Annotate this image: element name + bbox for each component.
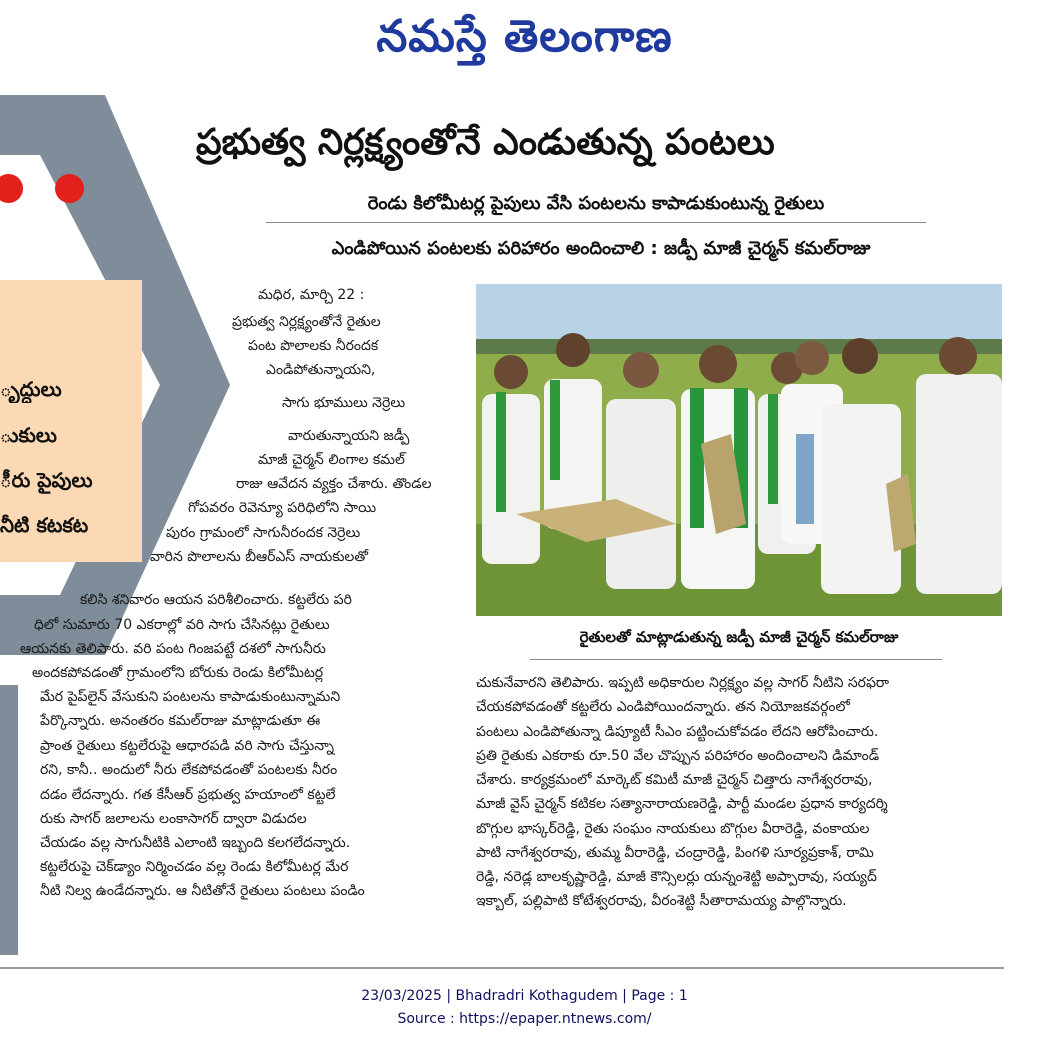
body-text-line: వారిన పొలాలను బీఆర్ఎస్ నాయకులతో	[150, 549, 369, 565]
subhead-divider	[266, 222, 926, 223]
body-text-line: పురం గ్రామంలో సాగునీరందక నెర్రెలు	[166, 525, 361, 541]
body-text-line: వారుతున్నాయని జడ్పీ	[288, 428, 410, 444]
body-text-line: ప్రతి రైతుకు ఎకరాకు రూ.50 వేల చొప్పున పరిహారం అందించాలని డిమాండ్	[476, 748, 880, 764]
body-text-line: మేర పైప్‌లైన్ వేసుకుని పంటలను కాపాడుకుంటున్నామని	[40, 689, 341, 705]
body-text-line: దడం లేదన్నారు. గత కేసీఆర్ ప్రభుత్వ హయాంలో కట్టలే	[40, 787, 336, 803]
body-text-line: ప్రాంత రైతులు కట్టలేరుపై ఆధారపడి వరి సాగు చేస్తున్నా	[40, 738, 334, 754]
body-text-line: రుకు సాగర్ జలాలను లంకాసాగర్ ద్వారా విడుదల	[40, 811, 307, 827]
body-text-line: నీటి నిల్వ ఉండేదన్నారు. ఆ నీటితోనే రైతులు పంటలు పండిం	[40, 883, 365, 899]
body-text-line: మాజీ వైస్ చైర్మన్ కటికల సత్యానారాయణరెడ్డి, పార్టీ మండల ప్రధాన కార్యదర్శి	[476, 796, 888, 812]
body-text-line: ఎండిపోతున్నాయని,	[266, 362, 376, 378]
page-bottom-rule	[0, 967, 1004, 969]
body-text-line: ప్రభుత్వ నిర్లక్ష్యంతోనే రైతుల	[232, 314, 381, 330]
body-text-line: సాగు భూములు నెర్రెలు	[282, 395, 406, 411]
body-text-line: పాటి నాగేశ్వరరావు, తుమ్మ వీరారెడ్డి, చంద్రారెడ్డి, పింగళి సూర్యప్రకాశ్, రామి	[476, 845, 874, 861]
article-photo	[476, 284, 1002, 616]
body-text-line: రని, కానీ.. అందులో నీరు లేకపోవడంతో పంటలకు నీరం	[40, 762, 338, 778]
body-text-line: ఆయనకు తెలిపారు. వరి పంట గింజపట్టే దశలో సాగునీరు	[20, 641, 326, 657]
body-text-line: చుకునేవారని తెలిపారు. ఇప్పటి అధికారుల నిర్లక్ష్యం వల్ల సాగర్ నీటిని సరఫరా	[476, 675, 890, 691]
body-text-line: గోపవరం రెవెన్యూ పరిధిలోని సాయి	[188, 500, 377, 516]
body-text-line: చేశారు. కార్యక్రమంలో మార్కెట్ కమిటీ మాజీ చైర్మన్ చిత్తారు నాగేశ్వరరావు,	[476, 772, 873, 788]
article-headline: ప్రభుత్వ నిర్లక్ష్యంతోనే ఎండుతున్న పంటలు	[196, 122, 775, 163]
footer-date-edition-page: 23/03/2025 | Bhadradri Kothagudem | Page : 1	[361, 988, 688, 1004]
body-text-line: చేయకపోవడంతో కట్టలేరు ఎండిపోయిందన్నారు. తన నియోజకవర్గంలో	[476, 699, 850, 715]
body-text-line: పంట పొలాలకు నీరందక	[248, 338, 379, 354]
body-text-line: కట్టలేరుపై చెక్‌డ్యాం నిర్మించడం వల్ల రెండు కిలోమీటర్ల మేర	[40, 859, 349, 875]
caption-divider	[530, 659, 942, 660]
body-text-line: కలిసి శనివారం ఆయన పరిశీలించారు. కట్టలేరు పరి	[80, 592, 352, 608]
article-body-right-column	[476, 672, 1006, 950]
article-body-left-column	[0, 284, 470, 950]
sidebar-box-line: ృద్ధులు	[0, 377, 62, 401]
body-text-line: ధిలో సుమారు 70 ఎకరాల్లో వరి సాగు చేసినట్లు రైతులు	[34, 617, 330, 633]
article-subhead: రెండు కిలోమీటర్ల పైపులు వేసి పంటలను కాపాడుకుంటున్న రైతులు	[367, 193, 825, 214]
photo-caption: రైతులతో మాట్లాడుతున్న జడ్పీ మాజీ చైర్మన్ కమల్‌రాజు	[579, 628, 899, 646]
masthead-title: నమస్తే తెలంగాణ	[376, 11, 673, 62]
article-subhead: ఎండిపోయిన పంటలకు పరిహారం అందించాలి : జడ్పీ మాజీ చైర్మన్ కమల్‌రాజు	[331, 238, 871, 259]
body-text-line: మధిర, మార్చి 22 :	[258, 287, 365, 303]
sidebar-box-line: నీటి కటకట	[0, 513, 89, 537]
body-text-line: అందకపోవడంతో గ్రామంలోని బోరుకు రెండు కిలోమీటర్ల	[32, 665, 324, 681]
body-text-line: ఇక్బాల్, పల్లిపాటి కోటేశ్వరరావు, వీరంశెట్టి సీతారామయ్య పాల్గొన్నారు.	[476, 893, 847, 909]
body-text-line: మాజీ చైర్మన్ లింగాల కమల్	[258, 452, 405, 468]
body-text-line: బొగ్గుల భాస్కర్‌రెడ్డి, రైతు సంఘం నాయకులు బొగ్గుల వీరారెడ్డి, వంకాయల	[476, 821, 870, 837]
body-text-line: పేర్కొన్నారు. అనంతరం కమల్‌రాజు మాట్లాడుతూ ఈ	[40, 713, 321, 729]
body-text-line: రెడ్డి, నరెడ్ల బాలకృష్ణారెడ్డి, మాజీ కౌన్సిలర్లు యన్నంశెట్టి అప్పారావు, సయ్యద్	[476, 869, 877, 885]
sidebar-box-line: ుకులు	[0, 423, 57, 447]
body-text-line: రాజు ఆవేదన వ్యక్తం చేశారు. తొండల	[236, 476, 432, 492]
red-dot	[55, 174, 84, 203]
body-text-line: చేయడం వల్ల సాగునీటికి ఎలాంటి ఇబ్బంది కలగలేదన్నారు.	[40, 835, 351, 851]
footer-source-link[interactable]: Source : https://epaper.ntnews.com/	[397, 1011, 652, 1027]
body-text-line: పంటలు ఎండిపోతున్నా డిప్యూటీ సీఎం పట్టించుకోవడం లేదని ఆరోపించారు.	[476, 724, 879, 740]
sidebar-box-line: ీరు పైపులు	[0, 468, 93, 492]
